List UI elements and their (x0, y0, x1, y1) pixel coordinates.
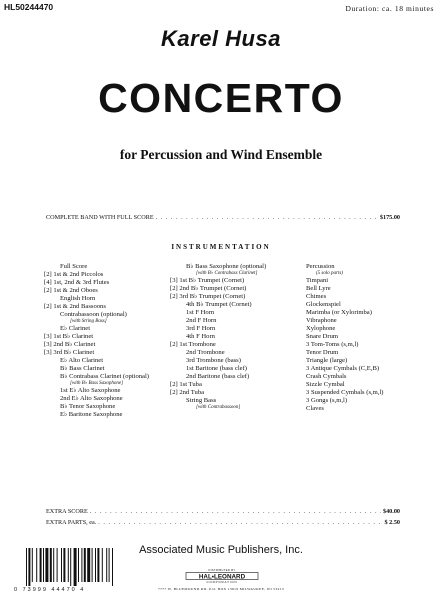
barcode-bar (40, 548, 42, 582)
instrument-label: Timpani (306, 277, 329, 284)
instrument-item (170, 277, 266, 285)
instrument-item (306, 365, 383, 373)
instrument-item (44, 411, 149, 419)
catalog-code: HL50244470 (4, 2, 54, 12)
barcode-bar (95, 548, 96, 582)
barcode-bar (28, 548, 30, 586)
instrument-item (170, 317, 266, 325)
instrument-label: 4th F Horn (186, 333, 215, 340)
barcode-bar (70, 548, 71, 586)
barcode-bar (36, 548, 37, 582)
barcode-bar (26, 548, 27, 586)
instrument-label: [2] 1st & 2nd Bassoons (44, 303, 106, 310)
instrument-item (170, 325, 266, 333)
instrument-label: [3] 1st B♭ Clarinet (44, 333, 94, 340)
instrument-item (170, 309, 266, 317)
extra-parts-label: EXTRA PARTS, ea. (46, 519, 97, 526)
barcode-bar (53, 548, 54, 582)
publisher-address: 7777 W. BLUEMOUND RD. P.O. BOX 13819 MILWAUKEE, WI 53213 (157, 587, 285, 591)
instrument-label: 3 Tom-Toms (s,m,l) (306, 341, 359, 348)
instrument-label: English Horn (60, 295, 96, 302)
instrument-item (306, 263, 383, 277)
instrument-item (44, 365, 149, 373)
instrument-label: 4th B♭ Trumpet (Cornet) (186, 301, 252, 308)
instrument-item (44, 325, 149, 333)
barcode-bar (112, 548, 113, 586)
barcode (24, 548, 146, 586)
instrument-item (44, 349, 149, 357)
barcode-bar (43, 548, 44, 582)
extra-parts-price-row (46, 519, 400, 526)
instrument-item (306, 341, 383, 349)
instrument-label: E♭ Clarinet (60, 325, 91, 332)
leader-dots (98, 519, 382, 526)
instrument-item (306, 333, 383, 341)
instrument-label: 3rd F Horn (186, 325, 216, 332)
barcode-bar (45, 548, 48, 582)
instrument-item (170, 263, 266, 277)
barcode-bar (78, 548, 79, 582)
barcode-bar (74, 548, 77, 586)
instrument-item (306, 381, 383, 389)
instrument-label: [4] 1st, 2nd & 3rd Flutes (44, 279, 110, 286)
instrument-item (170, 349, 266, 357)
instrument-label: Vibraphone (306, 317, 337, 324)
instrument-item (306, 309, 383, 317)
instrument-label: [2] 1st Tuba (170, 381, 202, 388)
instrument-label: 1st Baritone (bass clef) (186, 365, 247, 372)
instrument-label: B♭ Contrabass Clarinet (optional) (60, 373, 149, 380)
instrument-item (306, 285, 383, 293)
instrument-item (170, 381, 266, 389)
composer-name: Karel Husa (161, 26, 281, 51)
barcode-bar (92, 548, 93, 582)
instrument-label: E♭ Alto Clarinet (60, 357, 104, 364)
duration-label: Duration: ca. 18 minutes (345, 4, 434, 13)
extra-parts-price: $ 2.50 (384, 519, 400, 526)
instrument-column-3 (306, 263, 383, 413)
barcode-number: 0 73999 44470 4 (14, 587, 86, 593)
instrument-label: Xylophone (306, 325, 336, 332)
instrument-item (306, 397, 383, 405)
instrument-label: Crash Cymbals (306, 373, 347, 380)
instrument-label: [2] 1st & 2nd Oboes (44, 287, 98, 294)
instrument-label: Percussion (306, 263, 335, 270)
extra-score-price: $40.00 (382, 508, 400, 515)
instrument-label: Claves (306, 405, 324, 412)
instrument-label: B♭ Bass Saxophone (optional) (186, 263, 267, 270)
logo-corporation: CORPORATION (206, 580, 238, 584)
barcode-bar (63, 548, 65, 582)
instrument-item (170, 341, 266, 349)
instrument-item (306, 405, 383, 413)
instrument-item (44, 263, 149, 271)
instrument-label: Bell Lyre (306, 285, 331, 292)
instrument-item (44, 303, 149, 311)
instrument-item (170, 285, 266, 293)
instrument-label: [2] 3rd B♭ Trumpet (Cornet) (170, 293, 246, 300)
instrument-item (44, 271, 149, 279)
instrument-item (44, 373, 149, 387)
instrument-label: [2] 1st & 2nd Piccolos (44, 271, 104, 278)
instrument-item (44, 341, 149, 349)
barcode-bar (61, 548, 62, 582)
instrument-item (306, 301, 383, 309)
instrument-item (170, 333, 266, 341)
instrument-label: B♭ Bass Clarinet (60, 365, 105, 372)
barcode-bar (97, 548, 99, 582)
instrument-item (306, 357, 383, 365)
instrument-label: 2nd Baritone (bass clef) (186, 373, 250, 380)
instrument-item (170, 293, 266, 301)
instrument-label: B♭ Tenor Saxophone (60, 403, 116, 410)
barcode-bar (68, 548, 69, 582)
barcode-bar (57, 548, 58, 582)
instrument-label: 3 Suspended Cymbals (s,m,l) (306, 389, 384, 396)
instrument-label: Chimes (306, 293, 327, 300)
instrument-item (44, 387, 149, 395)
instrument-label: 3 Antique Cymbals (C,E,B) (306, 365, 380, 372)
instrument-item (44, 295, 149, 303)
extra-score-price-row (46, 508, 400, 515)
barcode-bar (109, 548, 110, 582)
instrument-item (306, 349, 383, 357)
instrument-item (44, 395, 149, 403)
instrument-label: 2nd F Horn (186, 317, 217, 324)
instrument-label: [3] 3rd B♭ Clarinet (44, 349, 95, 356)
instrument-label: Snare Drum (306, 333, 339, 340)
instrument-label: Marimba (or Xylorimba) (306, 309, 372, 316)
instrument-item (306, 317, 383, 325)
instrument-label: [2] 2nd Tuba (170, 389, 205, 396)
instrument-item (306, 373, 383, 381)
instrument-label: [3] 1st B♭ Trumpet (Cornet) (170, 277, 245, 284)
instrument-item (44, 333, 149, 341)
instrument-label: 2nd Trombone (186, 349, 225, 356)
instrument-item (44, 311, 149, 325)
instrument-note: [with String Bass] (70, 319, 107, 324)
instrument-label: Full Score (60, 263, 88, 270)
instrument-item (306, 277, 383, 285)
barcode-bar (84, 548, 86, 582)
work-subtitle: for Percussion and Wind Ensemble (119, 147, 323, 162)
instrument-label: 3rd Trombone (bass) (186, 357, 241, 364)
instrument-label: [2] 2nd B♭ Trumpet (Cornet) (170, 285, 247, 292)
instrument-label: String Bass (186, 397, 217, 404)
instrument-item (44, 403, 149, 411)
instrument-label: 2nd E♭ Alto Saxophone (60, 395, 123, 402)
instrument-note: [with B♭ Contrabass Clarinet] (196, 271, 258, 276)
barcode-bar (50, 548, 52, 582)
instrument-label: Contrabassoon (optional) (60, 311, 127, 318)
work-title: CONCERTO (98, 75, 344, 121)
instrument-item (170, 357, 266, 365)
instrument-note: [with B♭ Bass Saxophone] (70, 381, 124, 386)
instrument-column-1 (44, 263, 149, 419)
barcode-bar (81, 548, 82, 582)
instrument-item (170, 397, 266, 411)
instrument-item (306, 325, 383, 333)
instrument-label: E♭ Baritone Saxophone (60, 411, 123, 418)
instrument-label: 1st E♭ Alto Saxophone (60, 387, 121, 394)
barcode-bar (87, 548, 90, 582)
logo-name: HAL•LEONARD (198, 573, 246, 581)
instrument-label: Glockenspiel (306, 301, 341, 308)
instrument-item (306, 293, 383, 301)
leader-dots (156, 214, 378, 221)
instrument-item (170, 389, 266, 397)
hal-leonard-logo (174, 568, 270, 584)
full-band-price: $175.00 (379, 214, 400, 221)
instrument-item (306, 389, 383, 397)
barcode-bar (32, 548, 33, 582)
instrument-label: [3] 2nd B♭ Clarinet (44, 341, 96, 348)
barcode-bar (106, 548, 107, 582)
leader-dots (90, 508, 381, 515)
full-band-price-row (46, 214, 400, 221)
instrument-label: Tenor Drum (306, 349, 339, 356)
instrument-label: [2] 1st Trombone (170, 341, 216, 348)
instrument-label: 1st F Horn (186, 309, 215, 316)
instrument-item (44, 279, 149, 287)
publisher-name: Associated Music Publishers, Inc. (139, 544, 303, 556)
full-band-label: COMPLETE BAND WITH FULL SCORE (46, 214, 154, 221)
barcode-bar (102, 548, 103, 582)
instrument-item (44, 287, 149, 295)
instrumentation-heading: INSTRUMENTATION (171, 243, 271, 251)
instrument-label: Sizzle Cymbal (306, 381, 345, 388)
instrument-label: Triangle (large) (306, 357, 348, 364)
instrument-column-2 (170, 263, 266, 411)
instrument-note: [with Contrabassoon] (196, 405, 241, 410)
instrument-note: (5 solo parts) (316, 271, 343, 276)
instrument-item (170, 301, 266, 309)
logo-distributed-by: DISTRIBUTED BY (208, 569, 236, 573)
instrument-item (44, 357, 149, 365)
instrument-item (170, 373, 266, 381)
instrument-item (170, 365, 266, 373)
extra-score-label: EXTRA SCORE (46, 508, 88, 515)
instrument-label: 3 Gongs (s,m,l) (306, 397, 348, 404)
